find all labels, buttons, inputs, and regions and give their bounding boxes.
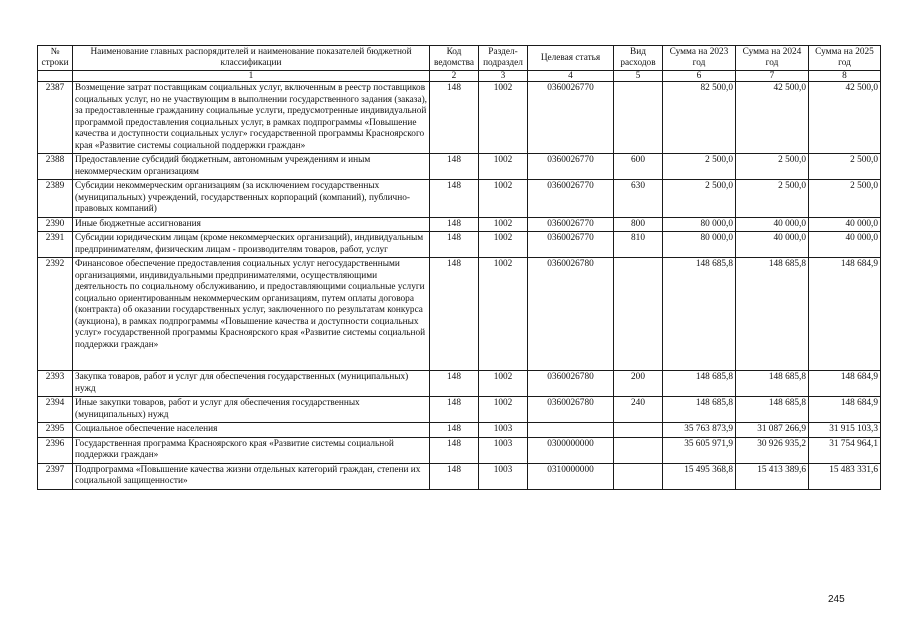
expense-type-cell xyxy=(614,258,663,371)
page-number: 245 xyxy=(828,594,845,605)
header-row xyxy=(38,46,881,71)
sum-2023-cell: 80 000,0 xyxy=(663,217,736,232)
table-row xyxy=(38,258,881,371)
sum-2024-cell: 2 500,0 xyxy=(736,180,809,218)
indicator-name-cell: Предоставление субсидий бюджетным, автономным учреждениям и иным некоммерческим организациям xyxy=(73,154,430,180)
sum-2025-cell: 42 500,0 xyxy=(809,82,881,154)
target-article-cell: 0360026780 xyxy=(528,371,614,397)
table-row xyxy=(38,423,881,438)
dept-code-cell: 148 xyxy=(430,397,479,423)
sum-2023-cell: 148 685,8 xyxy=(663,371,736,397)
sum-2024-cell: 15 413 389,6 xyxy=(736,463,809,489)
indicator-name-cell: Закупка товаров, работ и услуг для обеспечения государственных (муниципальных) нужд xyxy=(73,371,430,397)
section-code-cell: 1002 xyxy=(479,397,528,423)
column-number: 6 xyxy=(663,71,736,82)
row-number-cell: 2387 xyxy=(38,82,73,154)
indicator-name-cell: Подпрограмма «Повышение качества жизни отдельных категорий граждан, степени их социальной защищенности» xyxy=(73,463,430,489)
expense-type-cell: 200 xyxy=(614,371,663,397)
header-section: Раздел-подраздел xyxy=(479,46,528,71)
sum-2024-cell: 148 685,8 xyxy=(736,371,809,397)
indicator-name-cell: Финансовое обеспечение предоставления социальных услуг негосударственными организациями, индивидуальными предпринимателями, осуществляющими деятельность по социальному обслуживанию, и предоставляющими социальные услуги социально ориентированным некоммерческим организациям, путем оплаты договора (контракта) об оказании государственных услуг, заключенного по результатам конкурса (аукциона), в рамках подпрограммы «Повышение качества и доступности социальных услуг» государственной программы Красноярского края «Развитие системы социальной поддержки граждан» xyxy=(73,258,430,371)
row-number-cell: 2396 xyxy=(38,437,73,463)
sum-2023-cell: 35 763 873,9 xyxy=(663,423,736,438)
sum-2023-cell: 80 000,0 xyxy=(663,232,736,258)
sum-2025-cell: 2 500,0 xyxy=(809,154,881,180)
row-number-cell: 2389 xyxy=(38,180,73,218)
sum-2024-cell: 30 926 935,2 xyxy=(736,437,809,463)
target-article-cell: 0360026770 xyxy=(528,154,614,180)
column-number-row xyxy=(38,71,881,82)
section-code-cell: 1002 xyxy=(479,82,528,154)
row-number-cell: 2397 xyxy=(38,463,73,489)
column-number: 8 xyxy=(809,71,881,82)
row-number-cell: 2390 xyxy=(38,217,73,232)
section-code-cell: 1003 xyxy=(479,423,528,438)
sum-2025-cell: 15 483 331,6 xyxy=(809,463,881,489)
sum-2024-cell: 148 685,8 xyxy=(736,258,809,371)
sum-2023-cell: 148 685,8 xyxy=(663,397,736,423)
section-code-cell: 1002 xyxy=(479,154,528,180)
sum-2023-cell: 82 500,0 xyxy=(663,82,736,154)
row-number-cell: 2395 xyxy=(38,423,73,438)
header-expense-type: Вид расходов xyxy=(614,46,663,71)
row-number-cell: 2392 xyxy=(38,258,73,371)
budget-table xyxy=(37,45,881,490)
table-row xyxy=(38,217,881,232)
indicator-name-cell: Субсидии некоммерческим организациям (за исключением государственных (муниципальных) учреждений, государственных корпораций (компаний), публично-правовых компаний) xyxy=(73,180,430,218)
row-number-cell: 2391 xyxy=(38,232,73,258)
dept-code-cell: 148 xyxy=(430,463,479,489)
target-article-cell xyxy=(528,423,614,438)
table-row xyxy=(38,180,881,218)
column-number: 4 xyxy=(528,71,614,82)
row-number-cell: 2394 xyxy=(38,397,73,423)
target-article-cell: 0310000000 xyxy=(528,463,614,489)
indicator-name-cell: Государственная программа Красноярского края «Развитие системы социальной поддержки граждан» xyxy=(73,437,430,463)
sum-2023-cell: 2 500,0 xyxy=(663,154,736,180)
section-code-cell: 1003 xyxy=(479,437,528,463)
sum-2023-cell: 2 500,0 xyxy=(663,180,736,218)
expense-type-cell: 800 xyxy=(614,217,663,232)
sum-2023-cell: 15 495 368,8 xyxy=(663,463,736,489)
dept-code-cell: 148 xyxy=(430,154,479,180)
sum-2025-cell: 31 754 964,1 xyxy=(809,437,881,463)
table-row xyxy=(38,371,881,397)
section-code-cell: 1002 xyxy=(479,232,528,258)
sum-2025-cell: 40 000,0 xyxy=(809,232,881,258)
table-row xyxy=(38,437,881,463)
sum-2025-cell: 31 915 103,3 xyxy=(809,423,881,438)
table-row xyxy=(38,82,881,154)
section-code-cell: 1002 xyxy=(479,217,528,232)
column-number xyxy=(38,71,73,82)
expense-type-cell xyxy=(614,437,663,463)
expense-type-cell: 240 xyxy=(614,397,663,423)
budget-sheet xyxy=(37,45,880,490)
target-article-cell: 0360026770 xyxy=(528,82,614,154)
header-target-article: Целевая статья xyxy=(528,46,614,71)
section-code-cell: 1002 xyxy=(479,258,528,371)
target-article-cell: 0360026780 xyxy=(528,397,614,423)
section-code-cell: 1003 xyxy=(479,463,528,489)
expense-type-cell: 600 xyxy=(614,154,663,180)
sum-2025-cell: 40 000,0 xyxy=(809,217,881,232)
table-row xyxy=(38,232,881,258)
indicator-name-cell: Субсидии юридическим лицам (кроме некоммерческих организаций), индивидуальным предпринимателям, физическим лицам - производителям товаров, работ, услуг xyxy=(73,232,430,258)
indicator-name-cell: Социальное обеспечение населения xyxy=(73,423,430,438)
header-sum-2024: Сумма на 2024 год xyxy=(736,46,809,71)
column-number: 3 xyxy=(479,71,528,82)
indicator-name-cell: Иные бюджетные ассигнования xyxy=(73,217,430,232)
header-sum-2023: Сумма на 2023 год xyxy=(663,46,736,71)
sum-2024-cell: 42 500,0 xyxy=(736,82,809,154)
column-number: 5 xyxy=(614,71,663,82)
dept-code-cell: 148 xyxy=(430,437,479,463)
indicator-name-cell: Возмещение затрат поставщикам социальных услуг, включенным в реестр поставщиков социальных услуг, но не участвующим в выполнении государственного задания (заказа), за предоставленные гражданину социальные услуги, предусмотренные индивидуальной программой предоставления социальных услуг, в рамках подпрограммы «Повышение качества и доступности социальных услуг» государственной программы Красноярского края «Развитие системы социальной поддержки граждан» xyxy=(73,82,430,154)
target-article-cell: 0300000000 xyxy=(528,437,614,463)
section-code-cell: 1002 xyxy=(479,180,528,218)
table-row xyxy=(38,463,881,489)
sum-2024-cell: 31 087 266,9 xyxy=(736,423,809,438)
expense-type-cell: 810 xyxy=(614,232,663,258)
sum-2025-cell: 2 500,0 xyxy=(809,180,881,218)
expense-type-cell xyxy=(614,82,663,154)
sum-2024-cell: 40 000,0 xyxy=(736,217,809,232)
dept-code-cell: 148 xyxy=(430,82,479,154)
target-article-cell: 0360026770 xyxy=(528,232,614,258)
row-number-cell: 2393 xyxy=(38,371,73,397)
sum-2024-cell: 148 685,8 xyxy=(736,397,809,423)
sum-2024-cell: 40 000,0 xyxy=(736,232,809,258)
row-number-cell: 2388 xyxy=(38,154,73,180)
dept-code-cell: 148 xyxy=(430,371,479,397)
dept-code-cell: 148 xyxy=(430,217,479,232)
expense-type-cell xyxy=(614,463,663,489)
header-dept-code: Код ведомства xyxy=(430,46,479,71)
dept-code-cell: 148 xyxy=(430,258,479,371)
header-row-number: № строки xyxy=(38,46,73,71)
dept-code-cell: 148 xyxy=(430,232,479,258)
sum-2023-cell: 35 605 971,9 xyxy=(663,437,736,463)
column-number: 2 xyxy=(430,71,479,82)
sum-2025-cell: 148 684,9 xyxy=(809,258,881,371)
expense-type-cell xyxy=(614,423,663,438)
table-row xyxy=(38,397,881,423)
target-article-cell: 0360026780 xyxy=(528,258,614,371)
target-article-cell: 0360026770 xyxy=(528,180,614,218)
column-number: 7 xyxy=(736,71,809,82)
sum-2024-cell: 2 500,0 xyxy=(736,154,809,180)
sum-2025-cell: 148 684,9 xyxy=(809,371,881,397)
sum-2025-cell: 148 684,9 xyxy=(809,397,881,423)
section-code-cell: 1002 xyxy=(479,371,528,397)
indicator-name-cell: Иные закупки товаров, работ и услуг для обеспечения государственных (муниципальных) нужд xyxy=(73,397,430,423)
expense-type-cell: 630 xyxy=(614,180,663,218)
table-body xyxy=(38,82,881,490)
header-sum-2025: Сумма на 2025 год xyxy=(809,46,881,71)
column-number: 1 xyxy=(73,71,430,82)
table-row xyxy=(38,154,881,180)
dept-code-cell: 148 xyxy=(430,180,479,218)
header-name: Наименование главных распорядителей и наименование показателей бюджетной классификации xyxy=(73,46,430,71)
dept-code-cell: 148 xyxy=(430,423,479,438)
target-article-cell: 0360026770 xyxy=(528,217,614,232)
sum-2023-cell: 148 685,8 xyxy=(663,258,736,371)
